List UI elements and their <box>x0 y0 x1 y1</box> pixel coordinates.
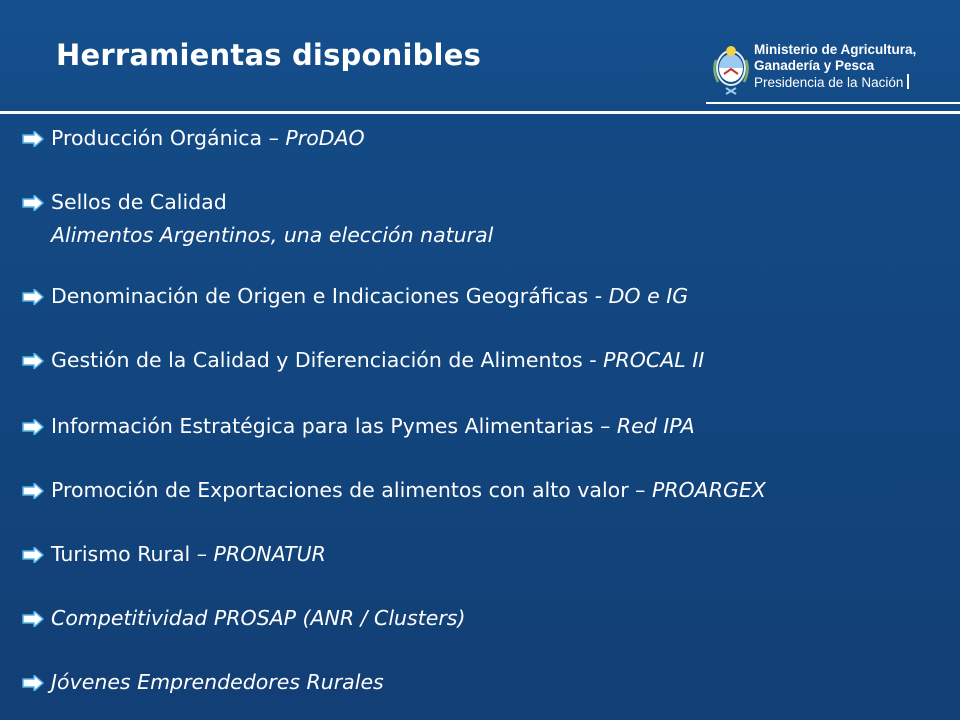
arrow-right-icon <box>22 483 44 499</box>
arrow-right-icon <box>22 289 44 305</box>
arrow-right-icon <box>22 353 44 369</box>
item-subtitle: Alimentos Argentinos, una elección natural <box>51 223 494 247</box>
item-acronym: ProDAO <box>285 126 365 150</box>
item-acronym: DO e IG <box>608 284 689 308</box>
item-text: Producción Orgánica – <box>51 126 286 150</box>
item-text: Información Estratégica para las Pymes Alimentarias – <box>51 414 617 438</box>
arrow-right-icon <box>22 195 44 211</box>
item-text: Sellos de Calidad <box>51 190 227 214</box>
item-acronym: Red IPA <box>616 414 695 438</box>
arrow-right-icon <box>22 547 44 563</box>
item-text: Jóvenes Emprendedores Rurales <box>51 670 384 694</box>
slide-title: Herramientas disponibles <box>56 38 482 72</box>
arrow-right-icon <box>22 675 44 691</box>
item-text: Competitividad PROSAP (ANR / Clusters) <box>51 606 466 630</box>
item-text: Denominación de Origen e Indicaciones Geográficas - <box>51 284 609 308</box>
arrow-right-icon <box>22 611 44 627</box>
item-text: Turismo Rural – <box>51 542 214 566</box>
item-text: Promoción de Exportaciones de alimentos con alto valor – <box>51 478 652 502</box>
item-text: Gestión de la Calidad y Diferenciación de Alimentos - <box>51 348 604 372</box>
item-acronym: PROARGEX <box>651 478 766 502</box>
ministry-line-2: Ganadería y Pesca <box>754 58 875 73</box>
item-acronym: PRONATUR <box>213 542 326 566</box>
ministry-line-3: Presidencia de la Nación <box>754 75 904 90</box>
ministry-line-1: Ministerio de Agricultura, <box>754 42 917 57</box>
arrow-right-icon <box>22 131 44 147</box>
arrow-right-icon <box>22 419 44 435</box>
item-acronym: PROCAL II <box>603 348 705 372</box>
